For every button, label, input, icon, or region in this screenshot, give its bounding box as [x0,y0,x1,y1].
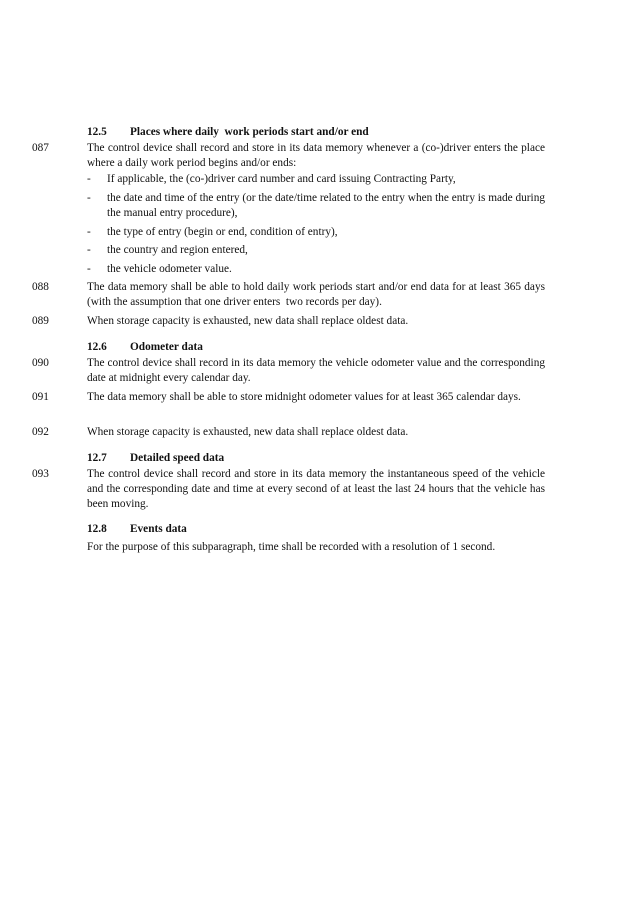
section-number: 12.8 [87,523,107,535]
paragraph-089 [32,314,545,329]
paragraph-number: 091 [32,391,49,403]
bullet-text: the date and time of the entry (or the date/time related to the entry when the entry is made during the manual entry procedure), [107,192,545,219]
bullet-marker: - [87,226,91,238]
events-data-text: For the purpose of this subparagraph, time shall be recorded with a resolution of 1 second. [87,541,496,553]
paragraph-087 [32,141,545,171]
paragraph-text: The data memory shall be able to hold daily work periods start and/or end data for at least 365 days (with the assumption that one driver enters two records per day). [87,281,548,308]
paragraph-number: 092 [32,426,49,438]
section-heading-12-7 [87,451,224,466]
bullet-item [87,243,545,258]
paragraph-number: 087 [32,142,49,154]
paragraph-text: The control device shall record in its data memory the vehicle odometer value and the corresponding date at midnight every calendar day. [87,357,545,384]
bullet-text: If applicable, the (co-)driver card number and card issuing Contracting Party, [107,173,456,185]
paragraph-text: The data memory shall be able to store midnight odometer values for at least 365 calendar days. [87,391,521,403]
paragraph-text: When storage capacity is exhausted, new data shall replace oldest data. [87,315,409,327]
paragraph-text: The control device shall record and store in its data memory the instantaneous speed of the vehicle and the corresponding date and time at every second of at least the last 24 hours that the vehicle has been moving. [87,468,545,510]
bullet-marker: - [87,244,91,256]
section-number: 12.6 [87,341,107,353]
paragraph-091 [32,390,545,405]
section-heading-12-6 [87,340,203,355]
paragraph-number: 088 [32,281,49,293]
section-heading-12-8 [87,522,187,537]
bullet-marker: - [87,192,91,204]
section-number: 12.5 [87,126,107,138]
section-title: Events data [130,523,187,535]
section-title: Places where daily work periods start and/or end [130,126,369,138]
bullet-text: the vehicle odometer value. [107,263,232,275]
section-title: Odometer data [130,341,203,353]
section-heading-12-5 [87,125,369,140]
bullet-marker: - [87,263,91,275]
bullet-text: the country and region entered, [107,244,248,256]
bullet-item [87,262,545,277]
paragraph-092 [32,425,545,440]
bullet-item [87,172,545,187]
paragraph-number: 090 [32,357,49,369]
paragraph-090 [32,356,545,386]
bullet-text: the type of entry (begin or end, condition of entry), [107,226,338,238]
bullet-item [87,225,545,240]
paragraph-number: 093 [32,468,49,480]
bullet-marker: - [87,173,91,185]
bullet-item [87,191,545,221]
paragraph-number: 089 [32,315,49,327]
section-number: 12.7 [87,452,107,464]
paragraph-088 [32,280,548,310]
section-title: Detailed speed data [130,452,225,464]
paragraph-text: When storage capacity is exhausted, new data shall replace oldest data. [87,426,409,438]
paragraph-093 [32,467,545,512]
paragraph-text: The control device shall record and store in its data memory whenever a (co-)driver enters the place where a daily work period begins and/or ends: [87,142,545,169]
